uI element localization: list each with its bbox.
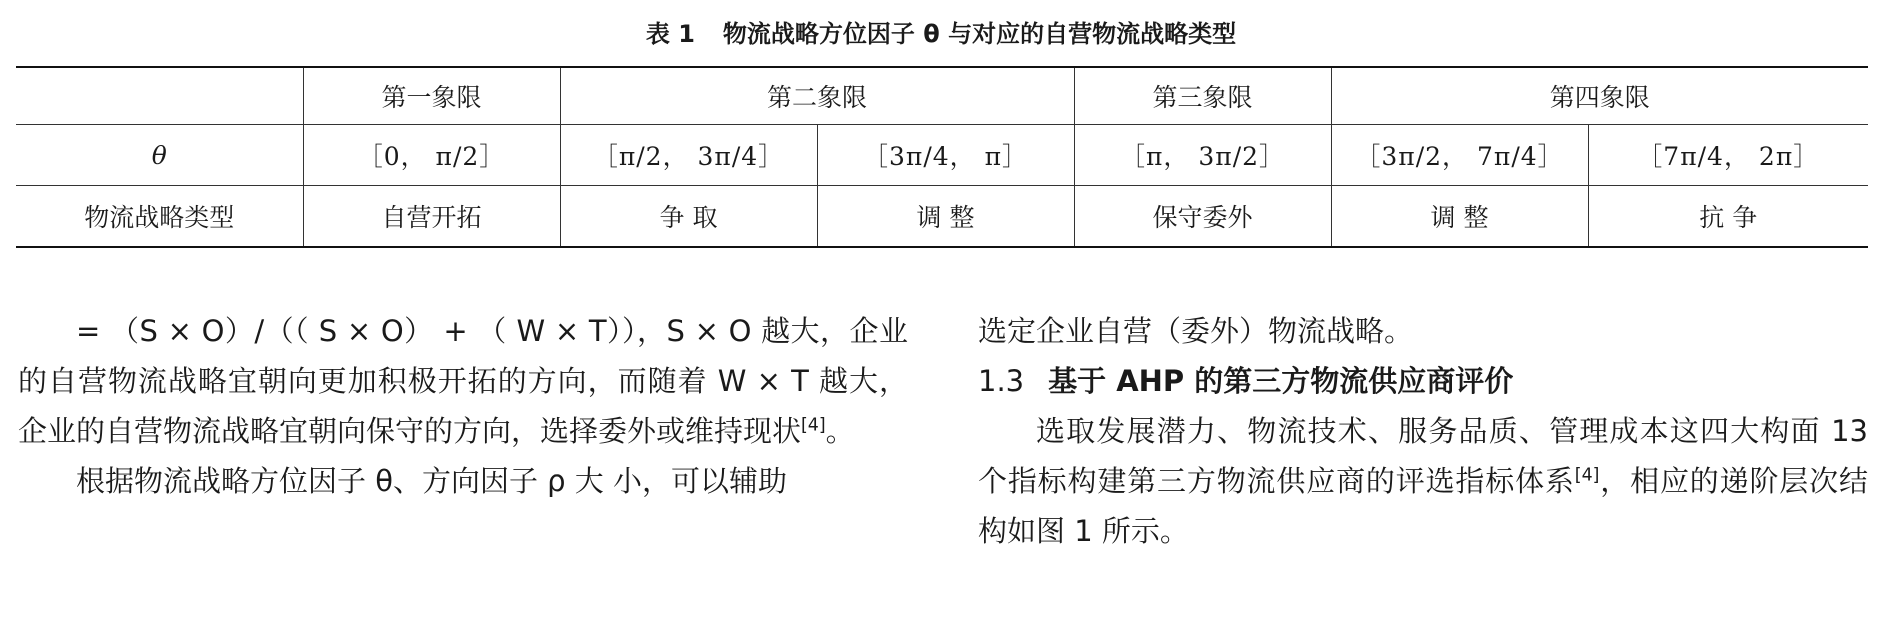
paragraph-text: = （S × O）/（（ S × O） + （ W × T）），S × O 越大，企业的自营物流战略宜朝向更加积极开拓的方向，而随着 W × T 越大，企业的自营物流战略宜朝向保守的方向，选择委外或维持现状 [18, 314, 908, 448]
table-header-cell: 第四象限 [1331, 67, 1868, 125]
citation: [4] [1574, 465, 1600, 486]
table-type-row [16, 186, 1868, 248]
table-caption [0, 14, 1882, 49]
citation: [4] [801, 415, 826, 436]
paragraph-text: 选取发展潜力、物流技术、服务品质、管理成本这四大构面 13 个指标构建第三方物流供应商的评选指标体系 [978, 414, 1868, 498]
table-row-label: θ [16, 125, 303, 186]
strategy-table [16, 66, 1868, 248]
paragraph-continuation: 选定企业自营（委外）物流战略。 [978, 314, 1414, 348]
paragraph-direction-factor [18, 306, 908, 456]
table-cell: ［π， 3π/2］ [1074, 125, 1331, 186]
table-header-cell: 第一象限 [303, 67, 560, 125]
table-row-label: 物流战略类型 [84, 203, 235, 232]
table-cell: 调 整 [1331, 186, 1588, 248]
table-cell: 自营开拓 [303, 186, 560, 248]
paragraph-end: 。 [825, 414, 855, 448]
table-header-cell [16, 67, 303, 125]
table-cell: 保守委外 [1074, 186, 1331, 248]
table-cell: 抗 争 [1588, 186, 1868, 248]
table-theta-row [16, 125, 1868, 186]
table-caption-number: 表 1 [645, 20, 695, 48]
paragraph-text: ，相应的递阶层次结构如图 1 所示。 [978, 464, 1868, 548]
table-header-cell: 第三象限 [1074, 67, 1331, 125]
section-number: 1.3 [978, 364, 1025, 398]
table-cell: 调 整 [817, 186, 1074, 248]
section-title: 基于 AHP 的第三方物流供应商评价 [1048, 364, 1514, 398]
table-header-row [16, 67, 1868, 125]
left-column [18, 306, 908, 506]
paragraph-indicators [978, 406, 1868, 556]
table-cell: ［3π/2， 7π/4］ [1331, 125, 1588, 186]
table-cell: ［7π/4， 2π］ [1588, 125, 1868, 186]
table-cell: ［π/2， 3π/4］ [560, 125, 817, 186]
table-cell: 争 取 [560, 186, 817, 248]
table-header-cell: 第二象限 [560, 67, 1074, 125]
right-column [978, 306, 1868, 556]
section-heading [978, 356, 1868, 406]
table-caption-title: 物流战略方位因子 θ 与对应的自营物流战略类型 [722, 20, 1237, 48]
paragraph-assist: 根据物流战略方位因子 θ、方向因子 ρ 大 小，可以辅助 [76, 464, 788, 498]
table-cell: ［0， π/2］ [303, 125, 560, 186]
table-cell: ［3π/4， π］ [817, 125, 1074, 186]
